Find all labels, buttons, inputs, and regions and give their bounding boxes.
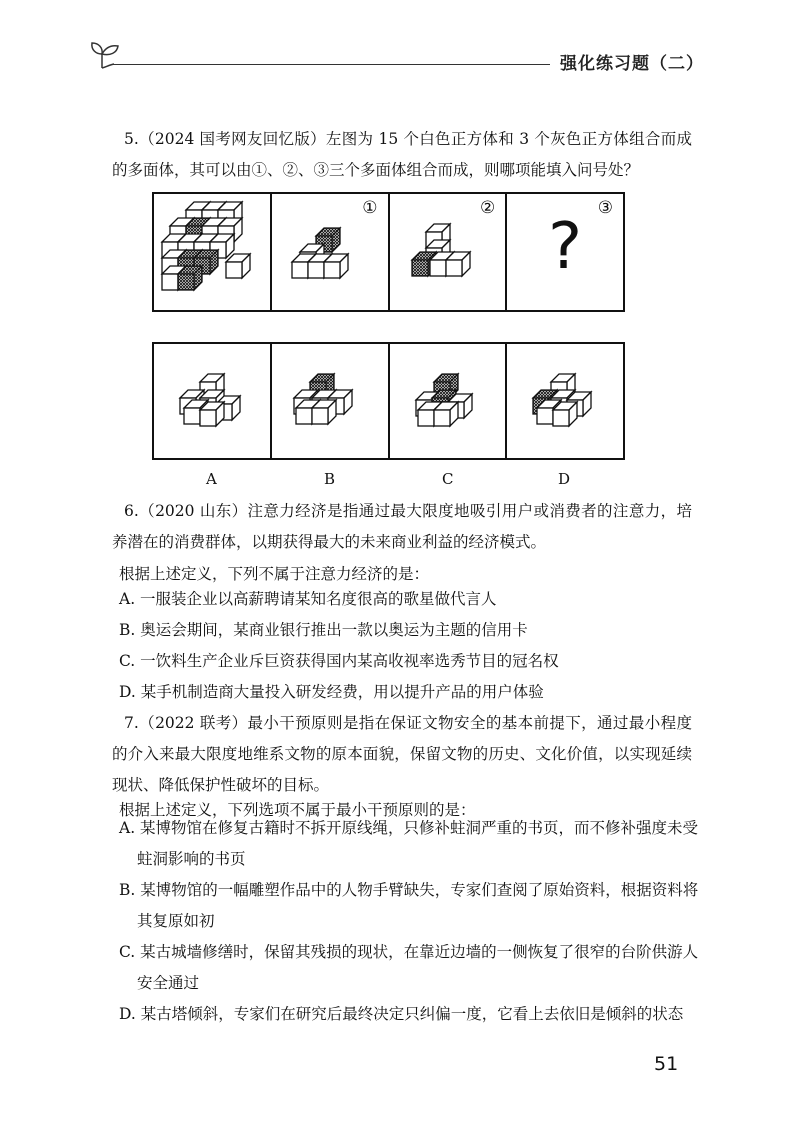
option-b-label[interactable]: B	[324, 470, 336, 488]
q5-part-2	[390, 194, 508, 310]
option-c-figure[interactable]	[390, 344, 508, 458]
header-rule	[112, 64, 550, 65]
q7-prompt: 根据上述定义，下列选项不属于最小干预原则的是：	[119, 801, 476, 819]
label-1: ①	[362, 198, 378, 218]
q7-option-a[interactable]: A. 某博物馆在修复古籍时不拆开原线绳，只修补蛀洞严重的书页，而不修补强度未受蛀洞影响的书页	[119, 819, 699, 868]
q7-option-b[interactable]: B. 某博物馆的一幅雕塑作品中的人物手臂缺失，专家们查阅了原始资料，根据资料将其复原如初	[119, 881, 699, 930]
q6-option-d[interactable]: D. 某手机制造商大量投入研发经费，用以提升产品的用户体验	[119, 683, 544, 701]
label-2: ②	[480, 198, 496, 218]
page-number: 51	[654, 1053, 679, 1075]
q6-option-a[interactable]: A. 一服装企业以高薪聘请某知名度很高的歌星做代言人	[119, 590, 497, 608]
q7-option-c[interactable]: C. 某古城墙修缮时，保留其残损的现状，在靠近边墙的一侧恢复了很窄的台阶供游人安全通过	[119, 943, 699, 992]
option-a-label[interactable]: A	[206, 470, 217, 488]
q7-option-d[interactable]: D. 某古塔倾斜，专家们在研究后最终决定只纠偏一度，它看上去依旧是倾斜的状态	[119, 1005, 684, 1023]
label-3: ③	[597, 198, 613, 218]
option-a-figure[interactable]	[154, 344, 272, 458]
option-b-figure[interactable]	[272, 344, 390, 458]
question-mark: ?	[548, 210, 583, 284]
q6-text: 6.（2020 山东）注意力经济是指通过最大限度地吸引用户或消费者的注意力，培养潜在的消费群体，以期获得最大的未来商业利益的经济模式。	[112, 502, 692, 551]
q6-prompt: 根据上述定义，下列不属于注意力经济的是：	[119, 565, 430, 583]
option-d-label[interactable]: D	[558, 470, 571, 488]
q5-top-panel	[152, 192, 625, 312]
q6-option-c[interactable]: C. 一饮料生产企业斥巨资获得国内某高收视率选秀节目的冠名权	[119, 652, 559, 670]
option-c-label[interactable]: C	[442, 470, 454, 488]
header-title: 强化练习题（二）	[560, 54, 704, 74]
q5-composite-figure	[154, 194, 272, 310]
q7-text: 7.（2022 联考）最小干预原则是指在保证文物安全的基本前提下，通过最小程度的介入来最大限度地维系文物的原本面貌，保留文物的历史、文化价值，以实现延续现状、降低保护性破坏的目标。	[112, 714, 692, 794]
q5-options-panel	[152, 342, 625, 460]
q5-part-3-unknown	[507, 194, 623, 310]
q5-part-1	[272, 194, 390, 310]
q5-text: 5.（2024 国考网友回忆版）左图为 15 个白色正方体和 3 个灰色正方体组合而成的多面体，其可以由①、②、③三个多面体组合而成，则哪项能填入问号处？	[112, 130, 692, 179]
q6-option-b[interactable]: B. 奥运会期间，某商业银行推出一款以奥运为主题的信用卡	[119, 621, 528, 639]
option-d-figure[interactable]	[507, 344, 623, 458]
